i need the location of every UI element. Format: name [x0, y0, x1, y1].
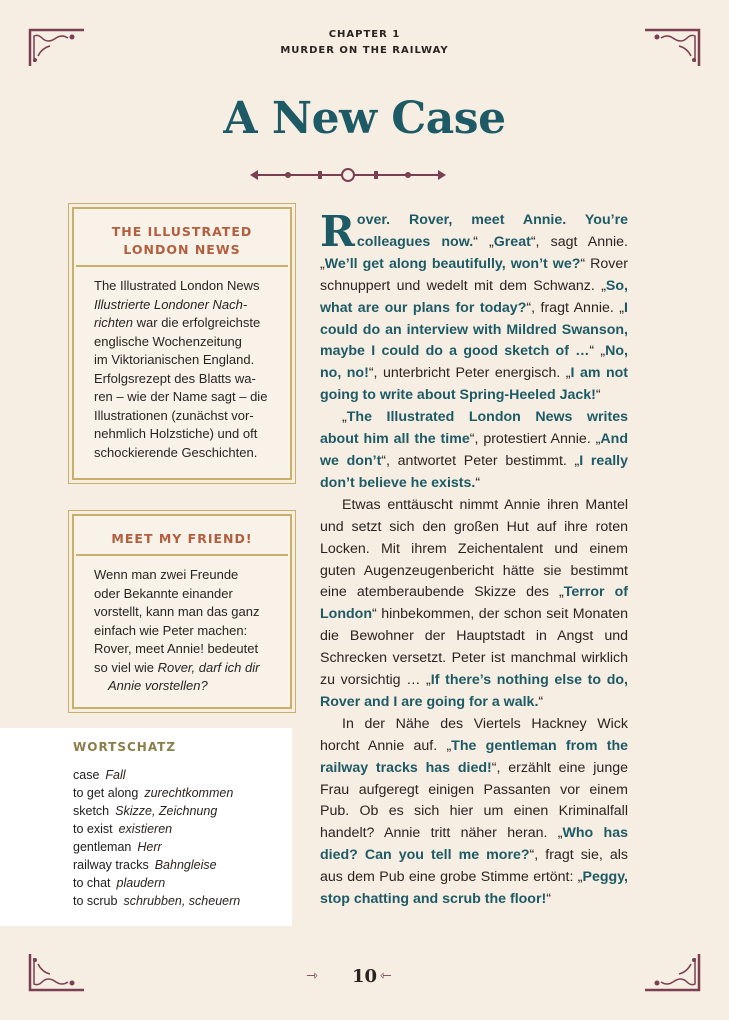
german-text: Etwas enttäuscht nimmt Annie ihren Mantel und setzt sich den großen Hut auf ihre roten Locken. Mit ihrem Zeichentalent und einem guten Augenzeugenbericht hätte sie bestimmt eine atemberaubende Skizze des „ [320, 496, 628, 601]
vocab-word: to get along [73, 786, 139, 800]
box-line: richten war die erfolgreichste [94, 315, 261, 330]
box-line: Annie vorstellen? [108, 678, 208, 693]
vocabulary-list [73, 766, 240, 910]
box-line: Wenn man zwei Freunde [94, 567, 239, 582]
german-text: “ [546, 891, 551, 908]
box-separator [76, 265, 288, 267]
box-body [94, 277, 282, 462]
box-line: im Viktorianischen England. [94, 352, 255, 367]
arrow-left-icon: ⇾ [306, 968, 318, 984]
vocab-translation: Bahngleise [154, 858, 217, 872]
box-line: vorstellt, kann man das ganz [94, 604, 260, 619]
english-phrase: Great [493, 233, 531, 250]
german-text: “, antwortet Peter bestimmt. „ [381, 452, 580, 469]
vocab-item [73, 892, 240, 910]
vocab-item [73, 856, 240, 874]
vocab-item [73, 766, 240, 784]
box-line: so viel wie Rover, darf ich dir [94, 659, 260, 675]
vocab-word: railway tracks [73, 858, 149, 872]
german-text: “ [475, 474, 481, 491]
english-phrase: No, no, no! [320, 343, 628, 382]
box-line: ren – wie der Name sagt – die [94, 389, 268, 404]
paragraph [320, 407, 628, 495]
vocab-translation: schrubben, scheuern [123, 894, 241, 908]
vocab-item [73, 838, 240, 856]
german-text: “ [595, 387, 601, 404]
box-line: Illustrationen (zunächst vor- [94, 407, 254, 423]
english-phrase: I could do an interview with Mildred Swanson, maybe I could do a good sketch of … [320, 299, 628, 360]
vocab-item [73, 802, 240, 820]
box-line: Rover, meet Annie! bedeutet [94, 641, 259, 656]
box-body [94, 566, 282, 696]
english-phrase: And we don’t [320, 431, 628, 469]
german-text: “ „ [589, 343, 606, 360]
vocab-word: to scrub [73, 894, 118, 908]
chapter-title: MURDER ON THE RAILWAY [280, 45, 449, 56]
vocab-word: sketch [73, 804, 110, 818]
german-text: “, fragt sie, als aus dem Pub eine grobe Stimme ertönt: „ [320, 847, 628, 886]
box-heading: MEET MY FRIEND! [111, 531, 253, 546]
info-box-meet-my-friend [72, 514, 292, 709]
box-line: nehmlich Holzstiche) und oft [94, 426, 258, 441]
german-text: In der Nähe des Viertels Hackney Wick horcht Annie auf. „ [320, 715, 628, 754]
german-text: “ [538, 693, 544, 710]
vocab-translation: existieren [118, 822, 173, 836]
box-heading: THE ILLUSTRATED LONDON NEWS [111, 224, 253, 257]
english-phrase: Terror of London [320, 584, 628, 623]
box-line: The Illustrated London News [94, 278, 260, 293]
german-text: “, sagt Annie. „ [320, 233, 628, 272]
box-line: Illustrierte Londoner Nach- [94, 296, 248, 312]
paragraph [320, 207, 628, 407]
vocab-translation: Fall [105, 768, 126, 782]
drop-cap: R [320, 207, 355, 256]
box-line: einfach wie Peter machen: [94, 622, 248, 638]
vocab-word: case [73, 768, 100, 782]
paragraph [320, 495, 628, 714]
vocab-word: gentleman [73, 840, 132, 854]
german-text: “ hinbekommen, der schon seit Monaten die Bewohner der Hauptstadt in Angst und Schrecken versetzt. Peter ist manchmal wirklich zu vorsichtig … „ [320, 606, 628, 689]
english-phrase: Peggy, stop chatting and scrub the floor! [320, 869, 628, 908]
german-text: „ [342, 409, 347, 426]
vocabulary-title: WORTSCHATZ [73, 740, 177, 754]
german-text: “ Rover schnuppert und wedelt mit dem Schwanz. „ [320, 255, 628, 294]
english-phrase: over. Rover, meet Annie. You’re colleagues now. [356, 212, 628, 250]
page-title: A New Case [223, 93, 506, 144]
vocab-word: to chat [73, 876, 111, 890]
vocab-translation: zurechtkommen [144, 786, 234, 800]
box-separator [76, 554, 288, 556]
vocabulary-panel [0, 728, 292, 926]
title-divider-ornament [248, 166, 448, 184]
vocab-item [73, 784, 240, 802]
vocab-translation: plaudern [116, 876, 166, 890]
page-number: 10 [351, 966, 378, 987]
german-text: “, fragt Annie. „ [526, 299, 625, 316]
english-phrase: The Illustrated London News writes about him all the time [320, 409, 628, 448]
story-text [320, 207, 628, 911]
german-text: “, erzählt eine junge Frau aufgeregt einigen Passanten vor einem Pub. Ob es sich hier um einen Kriminalfall handelt? Annie tritt näher heran. „ [320, 759, 628, 842]
german-text: “, protestiert Annie. „ [469, 431, 601, 448]
english-phrase: Who has died? Can you tell me more? [320, 825, 628, 864]
box-line: Erfolgsrezept des Blatts wa- [94, 370, 256, 386]
arrow-right-icon: ⇽ [380, 968, 392, 984]
english-phrase: If there’s nothing else to do, Rover and I are going for a walk. [320, 672, 628, 710]
english-phrase: I am not going to write about Spring-Heeled Jack! [320, 365, 628, 404]
box-line: schockierende Geschichten. [94, 444, 258, 460]
vocab-word: to exist [73, 822, 113, 836]
info-box-illustrated-london-news [72, 207, 292, 480]
german-text: “, unterbricht Peter energisch. „ [368, 365, 571, 382]
vocab-item [73, 874, 240, 892]
paragraph [320, 714, 628, 911]
chapter-number: CHAPTER 1 [328, 29, 401, 40]
german-text: “ „ [473, 233, 494, 250]
box-line: oder Bekannte einander [94, 585, 233, 601]
english-phrase: So, what are our plans for today? [320, 277, 628, 316]
vocab-item [73, 820, 240, 838]
box-line: englische Wochenzeitung [94, 333, 242, 349]
vocab-translation: Herr [137, 840, 162, 854]
english-phrase: The gentleman from the railway tracks has died! [320, 737, 628, 776]
english-phrase: We’ll get along beautifully, won’t we? [324, 255, 581, 272]
vocab-translation: Skizze, Zeichnung [115, 804, 218, 818]
english-phrase: I really don’t believe he exists. [320, 452, 628, 491]
